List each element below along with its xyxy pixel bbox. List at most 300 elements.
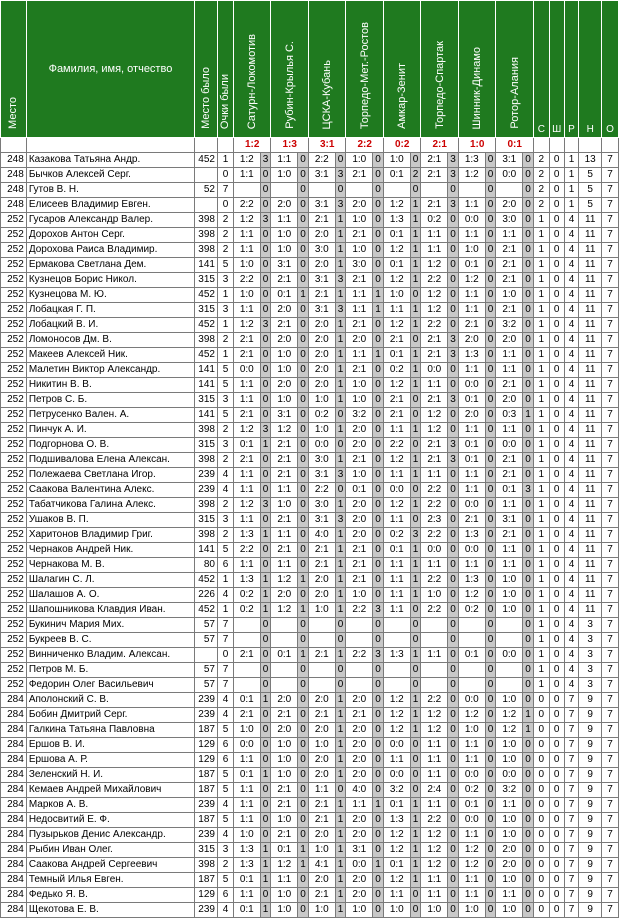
table-cell: 187 (195, 768, 218, 783)
table-cell: 2:2 (421, 498, 448, 513)
table-cell: 0 (549, 468, 564, 483)
table-cell: 1:2 (233, 213, 260, 228)
table-cell: 1:2 (233, 153, 260, 168)
table-cell: 1:1 (496, 558, 523, 573)
table-cell: 1:1 (496, 888, 523, 903)
table-cell: 239 (195, 693, 218, 708)
table-cell (421, 678, 448, 693)
table-cell: 11 (579, 348, 602, 363)
table-cell: 0 (485, 528, 496, 543)
table-cell: 0 (260, 753, 271, 768)
table-cell: 0 (523, 843, 534, 858)
table-cell: 0 (260, 483, 271, 498)
table-cell: 7 (602, 468, 619, 483)
table-cell: 7 (602, 843, 619, 858)
table-cell: 0 (485, 543, 496, 558)
table-cell: 1 (335, 573, 346, 588)
table-row (1, 288, 619, 303)
table-cell: 1 (335, 693, 346, 708)
table-cell: 284 (1, 843, 27, 858)
table-cell: Табатчикова Галина Алекс. (26, 498, 194, 513)
table-cell: 0 (260, 228, 271, 243)
table-cell: 1 (410, 828, 421, 843)
table-cell: Ломоносов Дм. В. (26, 333, 194, 348)
table-cell: 0 (485, 258, 496, 273)
table-cell: 2:0 (496, 393, 523, 408)
table-cell: 1 (373, 303, 384, 318)
table-cell: 4 (564, 363, 579, 378)
table-cell: 9 (579, 813, 602, 828)
table-cell: 0 (335, 183, 346, 198)
table-cell: 0 (448, 648, 459, 663)
table-cell: 7 (602, 453, 619, 468)
table-cell: 2:1 (421, 198, 448, 213)
table-cell: 1:2 (271, 603, 298, 618)
table-cell (383, 678, 410, 693)
table-cell: 7 (217, 618, 233, 633)
table-cell: 0 (485, 453, 496, 468)
table-cell: 315 (195, 273, 218, 288)
table-cell: 398 (195, 498, 218, 513)
table-cell: Букинич Мария Мих. (26, 618, 194, 633)
table-cell: 0:0 (458, 498, 485, 513)
table-cell: 0 (298, 168, 309, 183)
table-cell: Щекотова Е. В. (26, 903, 194, 918)
table-cell: 0 (260, 783, 271, 798)
table-cell: 7 (602, 543, 619, 558)
table-cell: 0 (373, 498, 384, 513)
table-cell (458, 183, 485, 198)
table-cell: 1:3 (458, 573, 485, 588)
table-cell: 0 (298, 828, 309, 843)
match-result: 1:0 (458, 138, 496, 153)
table-cell: 1 (533, 543, 549, 558)
table-cell: Зеленский Н. И. (26, 768, 194, 783)
table-cell: 3:1 (308, 198, 335, 213)
table-cell: 252 (1, 393, 27, 408)
table-row (1, 753, 619, 768)
table-cell: 1:1 (383, 753, 410, 768)
table-cell: 0 (533, 783, 549, 798)
table-cell: 0 (549, 333, 564, 348)
table-cell: 11 (579, 333, 602, 348)
table-cell: 2:0 (308, 768, 335, 783)
table-cell: 0 (523, 468, 534, 483)
table-cell: 7 (602, 738, 619, 753)
table-cell: 2:1 (421, 438, 448, 453)
table-cell: 252 (1, 498, 27, 513)
table-cell: 0 (485, 243, 496, 258)
table-cell: 52 (195, 183, 218, 198)
table-cell: 1:1 (496, 348, 523, 363)
table-cell: 0 (485, 168, 496, 183)
table-cell: 0 (485, 393, 496, 408)
table-cell: 7 (602, 813, 619, 828)
table-cell: 0 (335, 678, 346, 693)
table-cell: 0 (335, 783, 346, 798)
table-cell: 284 (1, 798, 27, 813)
table-cell: 2:1 (496, 258, 523, 273)
table-cell (346, 183, 373, 198)
table-cell: 252 (1, 468, 27, 483)
table-cell (346, 633, 373, 648)
table-cell: 0 (485, 723, 496, 738)
table-cell: 1 (533, 438, 549, 453)
table-cell: 3:2 (496, 783, 523, 798)
table-cell: 1 (533, 363, 549, 378)
table-cell: 1 (335, 798, 346, 813)
table-cell: 7 (564, 768, 579, 783)
table-cell: 0 (448, 273, 459, 288)
table-cell: 0 (448, 288, 459, 303)
table-cell: 1:2 (458, 858, 485, 873)
table-cell: 1 (533, 648, 549, 663)
table-cell: 0 (260, 348, 271, 363)
table-cell: 0 (298, 333, 309, 348)
table-cell: 2:1 (271, 438, 298, 453)
table-cell: 1 (533, 423, 549, 438)
table-cell: 0 (485, 813, 496, 828)
table-cell: 1:2 (383, 708, 410, 723)
table-cell: 1 (533, 588, 549, 603)
table-cell: 3:1 (308, 303, 335, 318)
table-cell: 1:1 (458, 303, 485, 318)
table-cell: Винниченко Владим. Алексан. (26, 648, 194, 663)
table-cell: 7 (602, 363, 619, 378)
table-cell: 2:1 (346, 543, 373, 558)
table-cell: 0 (485, 423, 496, 438)
table-cell: 1 (533, 618, 549, 633)
table-cell: 0 (523, 498, 534, 513)
table-cell: Подгорнова О. В. (26, 438, 194, 453)
table-cell: 1:0 (271, 738, 298, 753)
table-cell: 2:1 (421, 453, 448, 468)
table-cell: 0 (448, 723, 459, 738)
table-cell: 0 (448, 408, 459, 423)
table-cell: 2:1 (308, 558, 335, 573)
table-cell: 1 (260, 438, 271, 453)
table-cell: Аполонский С. В. (26, 693, 194, 708)
table-cell: 1:2 (421, 258, 448, 273)
table-cell: 7 (602, 243, 619, 258)
table-cell: 0 (335, 483, 346, 498)
table-cell: 0 (260, 618, 271, 633)
table-cell: 0 (335, 618, 346, 633)
table-cell: 0 (523, 243, 534, 258)
table-cell: 2 (217, 453, 233, 468)
table-cell: 1 (410, 798, 421, 813)
table-cell: 2:0 (308, 348, 335, 363)
table-cell: 0 (298, 183, 309, 198)
table-cell: 0 (410, 153, 421, 168)
table-cell (496, 678, 523, 693)
table-cell: 1 (533, 483, 549, 498)
table-cell: 1:1 (346, 303, 373, 318)
table-cell: 2:0 (271, 198, 298, 213)
table-cell: 4 (564, 663, 579, 678)
table-cell: 0 (448, 258, 459, 273)
table-cell: 0 (410, 603, 421, 618)
table-cell: Федорин Олег Васильевич (26, 678, 194, 693)
table-cell: 7 (602, 183, 619, 198)
table-cell: 3:1 (308, 168, 335, 183)
table-cell: 452 (195, 318, 218, 333)
table-cell (271, 183, 298, 198)
table-cell: 3 (260, 423, 271, 438)
table-cell: 2:1 (383, 393, 410, 408)
table-cell: 1 (335, 753, 346, 768)
table-cell: 1 (533, 333, 549, 348)
table-cell: 6 (217, 753, 233, 768)
header-match-4: Амкар-Зенит (383, 1, 421, 138)
table-cell: 0 (485, 858, 496, 873)
table-cell: 2:0 (346, 528, 373, 543)
table-cell: 2:1 (383, 333, 410, 348)
table-cell: 0 (485, 573, 496, 588)
table-cell: 0 (549, 378, 564, 393)
table-cell: 1:1 (421, 558, 448, 573)
table-cell: 1:0 (496, 603, 523, 618)
table-cell: 1:0 (458, 243, 485, 258)
table-cell: 1 (298, 648, 309, 663)
table-cell: 1 (260, 603, 271, 618)
table-cell: 7 (602, 663, 619, 678)
table-row (1, 198, 619, 213)
table-cell: 315 (195, 513, 218, 528)
table-cell: 0 (549, 363, 564, 378)
table-cell: 5 (217, 783, 233, 798)
table-cell: 1:2 (383, 843, 410, 858)
table-cell: 5 (217, 873, 233, 888)
table-cell: 9 (579, 888, 602, 903)
table-cell: 1:0 (271, 228, 298, 243)
table-cell: 1:1 (421, 378, 448, 393)
table-row (1, 648, 619, 663)
table-cell: 1:1 (421, 468, 448, 483)
table-cell: 7 (602, 828, 619, 843)
table-cell: 0:1 (233, 693, 260, 708)
table-cell: 0 (410, 183, 421, 198)
table-cell: 9 (579, 768, 602, 783)
header-stat-2: Р (564, 1, 579, 138)
table-cell: 4 (564, 678, 579, 693)
match-result: 2:2 (346, 138, 384, 153)
table-cell: 0:0 (496, 648, 523, 663)
table-cell: 2:0 (308, 588, 335, 603)
table-cell: 0:1 (458, 258, 485, 273)
table-cell: 1:0 (271, 888, 298, 903)
table-cell: 0 (485, 213, 496, 228)
table-cell: Чернакова М. В. (26, 558, 194, 573)
table-cell: 2 (217, 333, 233, 348)
table-cell: 0 (260, 723, 271, 738)
table-cell: 11 (579, 573, 602, 588)
table-cell: 57 (195, 663, 218, 678)
table-cell: 252 (1, 363, 27, 378)
table-cell: 0 (298, 468, 309, 483)
table-cell: 0 (533, 798, 549, 813)
table-cell: 284 (1, 828, 27, 843)
table-cell: 1:1 (346, 288, 373, 303)
table-cell: 0 (523, 828, 534, 843)
table-row (1, 888, 619, 903)
table-cell: 1 (410, 378, 421, 393)
table-cell (496, 663, 523, 678)
table-cell: 398 (195, 423, 218, 438)
table-cell: Кузнецов Борис Никол. (26, 273, 194, 288)
table-cell (195, 198, 218, 213)
table-cell: 3:1 (496, 513, 523, 528)
table-row (1, 468, 619, 483)
table-cell: 0:1 (383, 228, 410, 243)
table-cell: 0 (523, 528, 534, 543)
table-cell: 57 (195, 618, 218, 633)
table-cell: 57 (195, 633, 218, 648)
table-cell: Шапошникова Клавдия Иван. (26, 603, 194, 618)
table-cell: 4 (564, 318, 579, 333)
table-cell: 1:1 (458, 558, 485, 573)
header-match-0: Сатурн-Локомотив (233, 1, 271, 138)
table-cell: 7 (564, 813, 579, 828)
table-cell: 0 (549, 513, 564, 528)
table-cell: 1 (410, 843, 421, 858)
table-cell: Ершова А. Р. (26, 753, 194, 768)
table-cell: 0 (410, 678, 421, 693)
table-cell: 284 (1, 888, 27, 903)
table-row (1, 543, 619, 558)
table-cell: 0:0 (308, 438, 335, 453)
table-cell: 1:1 (233, 813, 260, 828)
table-cell: 1 (523, 708, 534, 723)
table-cell: 0 (373, 783, 384, 798)
table-cell: 11 (579, 213, 602, 228)
table-cell: 7 (602, 288, 619, 303)
table-cell: 7 (602, 603, 619, 618)
table-cell: Марков А. В. (26, 798, 194, 813)
table-cell: 0 (298, 153, 309, 168)
table-cell (233, 183, 260, 198)
table-cell: Гутов В. Н. (26, 183, 194, 198)
table-cell: 0 (549, 723, 564, 738)
table-cell (383, 633, 410, 648)
table-cell: 4 (564, 513, 579, 528)
table-cell: 1:1 (233, 558, 260, 573)
table-cell: 3 (579, 618, 602, 633)
table-cell: 1:1 (383, 513, 410, 528)
table-cell: 2:1 (421, 333, 448, 348)
table-cell: 1 (533, 288, 549, 303)
table-cell: 1:0 (308, 903, 335, 918)
table-cell: 11 (579, 258, 602, 273)
table-cell: 2:1 (421, 153, 448, 168)
table-cell: 0 (448, 783, 459, 798)
table-cell: 2:1 (346, 453, 373, 468)
table-cell: 2:0 (308, 873, 335, 888)
table-cell: 4 (217, 828, 233, 843)
table-cell: 0 (523, 363, 534, 378)
table-cell: 2 (533, 183, 549, 198)
table-cell: 3:1 (271, 258, 298, 273)
table-cell: 0 (549, 228, 564, 243)
table-cell: 252 (1, 423, 27, 438)
table-cell: 0 (549, 783, 564, 798)
table-cell: 0 (373, 243, 384, 258)
table-cell: 0 (410, 333, 421, 348)
table-cell: 0 (373, 363, 384, 378)
table-cell: 2:0 (458, 333, 485, 348)
match-result: 1:3 (271, 138, 309, 153)
table-cell: 398 (195, 858, 218, 873)
table-cell: 0 (523, 603, 534, 618)
table-cell: 1:1 (233, 798, 260, 813)
table-cell: 0 (485, 633, 496, 648)
table-cell: 284 (1, 723, 27, 738)
table-cell: 0 (298, 813, 309, 828)
table-cell: 2:1 (346, 273, 373, 288)
table-cell: 0 (448, 363, 459, 378)
table-cell: 0 (485, 438, 496, 453)
table-cell: 4:1 (308, 858, 335, 873)
table-cell: 1:0 (271, 903, 298, 918)
table-row (1, 333, 619, 348)
table-cell: Макеев Алексей Ник. (26, 348, 194, 363)
table-cell: Бобин Дмитрий Серг. (26, 708, 194, 723)
table-cell: 2:1 (271, 828, 298, 843)
table-cell: 284 (1, 903, 27, 918)
table-cell: 0 (410, 738, 421, 753)
table-cell: 1 (410, 873, 421, 888)
table-cell: 1:1 (458, 888, 485, 903)
table-cell: 3:1 (308, 468, 335, 483)
table-cell: 0 (448, 618, 459, 633)
table-cell: 4 (564, 588, 579, 603)
table-cell: 0 (410, 408, 421, 423)
results-spacer (195, 138, 218, 153)
table-cell: 1 (335, 213, 346, 228)
table-cell: 187 (195, 783, 218, 798)
table-cell: 2:1 (346, 558, 373, 573)
table-cell: 187 (195, 813, 218, 828)
table-cell: 1 (533, 663, 549, 678)
table-cell: 0 (523, 648, 534, 663)
table-cell: 1:1 (233, 168, 260, 183)
table-cell: 0 (448, 633, 459, 648)
table-cell: 0 (485, 618, 496, 633)
table-cell: Петрусенко Вален. А. (26, 408, 194, 423)
table-cell: 0 (485, 603, 496, 618)
table-cell: 0:0 (496, 438, 523, 453)
table-row (1, 573, 619, 588)
table-cell: 1:0 (233, 258, 260, 273)
table-cell: 0 (335, 633, 346, 648)
table-cell: 0:1 (458, 393, 485, 408)
table-cell: 0 (549, 693, 564, 708)
table-cell: 3 (335, 198, 346, 213)
table-cell: 1:1 (496, 363, 523, 378)
table-cell: 2:1 (308, 888, 335, 903)
table-cell: Казакова Татьяна Андр. (26, 153, 194, 168)
table-cell: 0:1 (233, 873, 260, 888)
table-cell: 1 (533, 258, 549, 273)
results-spacer (549, 138, 564, 153)
table-cell: 0 (549, 678, 564, 693)
table-cell: 0 (260, 273, 271, 288)
table-row (1, 618, 619, 633)
table-cell: 0 (523, 333, 534, 348)
table-cell: 252 (1, 573, 27, 588)
table-row (1, 273, 619, 288)
table-cell: 0 (549, 543, 564, 558)
